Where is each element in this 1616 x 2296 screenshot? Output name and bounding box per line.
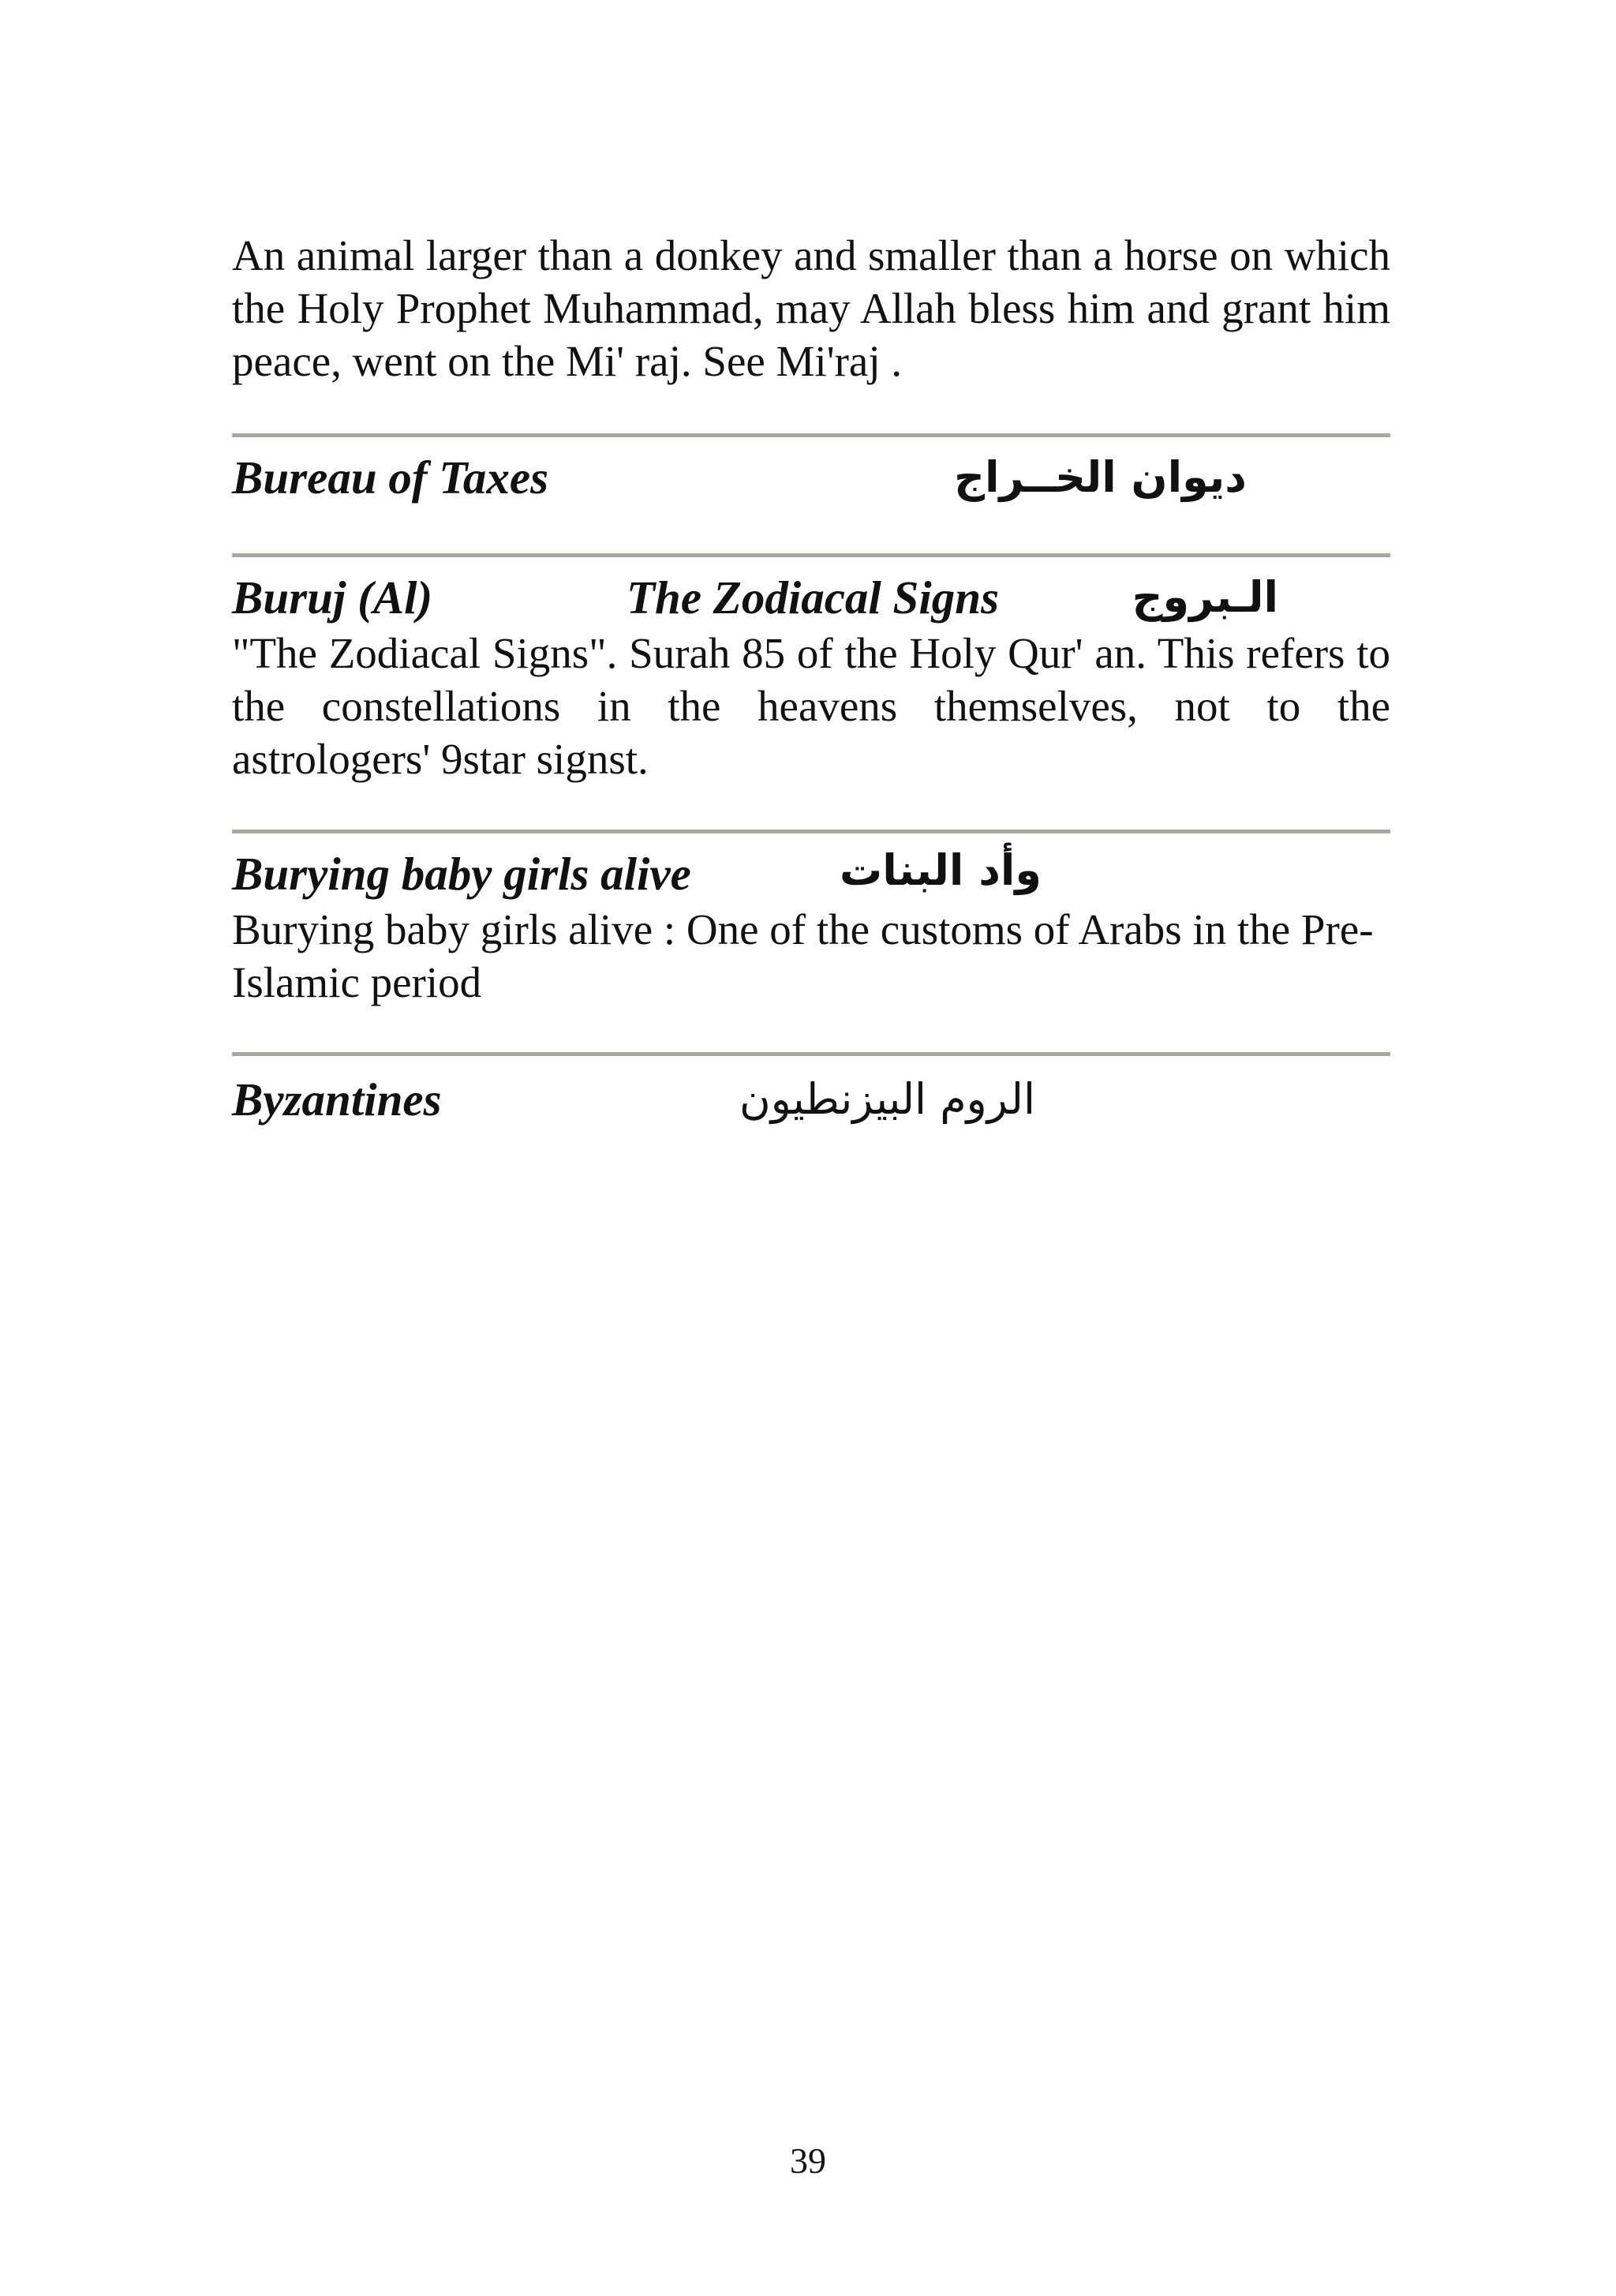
intro-block <box>232 229 1390 388</box>
entry-arabic-burying-baby-girls: وأد البنات <box>840 845 1042 895</box>
divider-rule <box>232 830 1390 833</box>
entry-term-buruj: Buruj (Al) <box>232 571 433 624</box>
entry-term-byzantines: Byzantines <box>232 1073 442 1126</box>
entry-term-burying-baby-girls: Burying baby girls alive <box>232 848 691 900</box>
page-number: 39 <box>790 2141 826 2181</box>
entry-arabic-buruj: الـبروج <box>1132 572 1278 622</box>
entry-definition-block-buruj <box>232 627 1390 785</box>
entry-definition-block-burying-baby-girls <box>232 903 1390 1009</box>
intro-paragraph: An animal larger than a donkey and smaller than a horse on which the Holy Prophet Muhammad, may Allah bless him and grant him peace, went on the Mi' raj. See Mi'raj . <box>232 231 1390 385</box>
entry-translation-buruj: The Zodiacal Signs <box>627 571 1000 624</box>
divider-rule <box>232 553 1390 557</box>
entry-arabic-bureau-of-taxes: ديوان الخــراج <box>954 452 1247 502</box>
entry-definition-burying-baby-girls: Burying baby girls alive : One of the customs of Arabs in the Pre-Islamic period <box>232 905 1374 1006</box>
entry-term-bureau-of-taxes: Bureau of Taxes <box>232 451 549 504</box>
entry-definition-buruj: "The Zodiacal Signs". Surah 85 of the Holy Qur' an. This refers to the constellations in the heavens themselves, not to the astrologers' 9star signst. <box>232 629 1390 783</box>
entry-arabic-byzantines: الروم البيزنطيون <box>739 1074 1035 1124</box>
divider-rule <box>232 1052 1390 1056</box>
divider-rule <box>232 433 1390 437</box>
